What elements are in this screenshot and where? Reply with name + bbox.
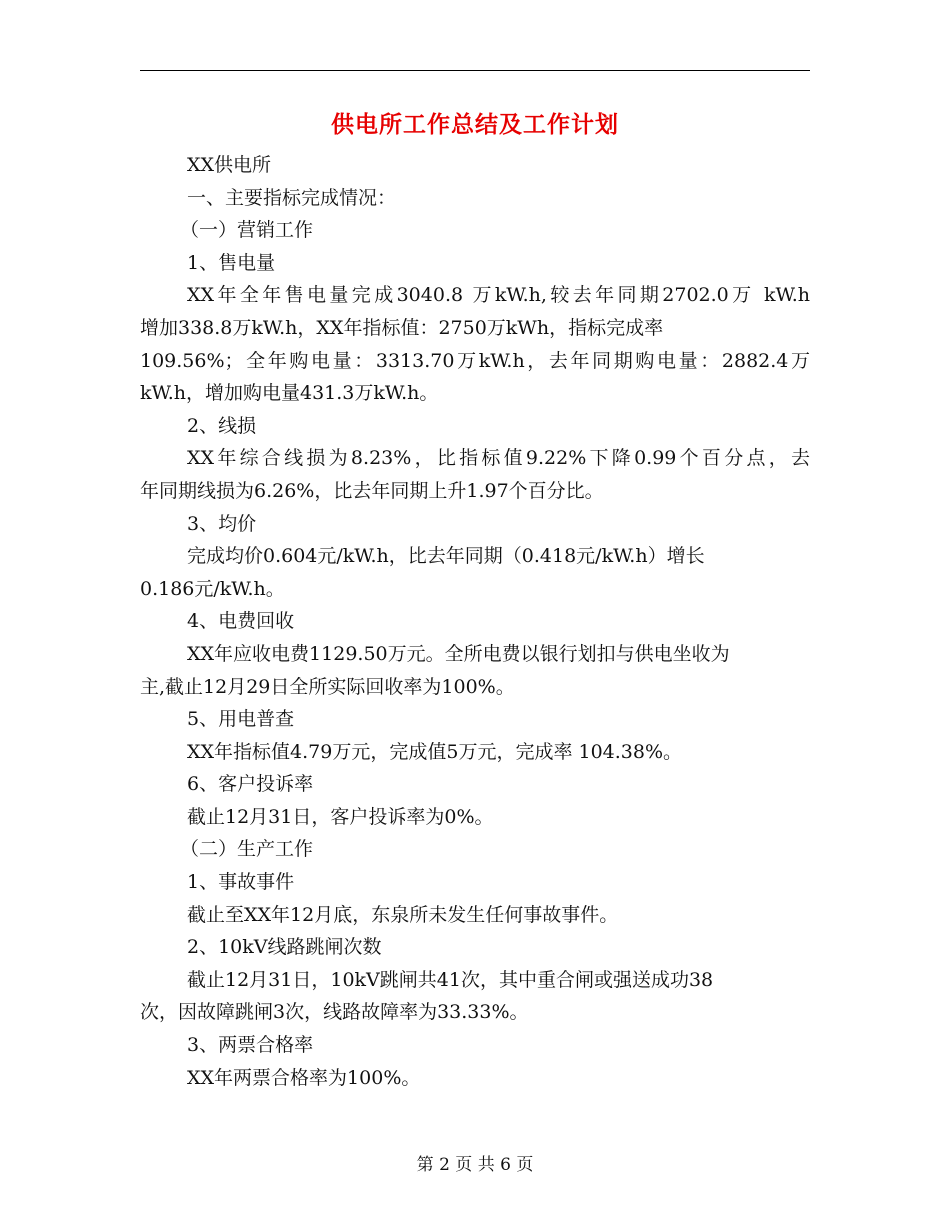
item-heading: 5、用电普查 <box>187 708 295 731</box>
item-heading: 4、电费回收 <box>187 610 295 633</box>
paragraph-line: 109.56%；全年购电量：3313.70万kW.h，去年同期购电量：2882.4万 <box>140 349 810 372</box>
paragraph-line: kW.h，增加购电量431.3万kW.h。 <box>140 382 439 405</box>
item-heading: 2、10kV线路跳闸次数 <box>187 936 382 959</box>
paragraph-line: 截止至XX年12月底，东泉所未发生任何事故事件。 <box>187 903 619 926</box>
paragraph-line: 截止12月31日，10kV跳闸共41次，其中重合闸或强送成功38 <box>187 968 714 991</box>
paragraph-line: 主,截止12月29日全所实际回收率为100%。 <box>140 675 515 698</box>
document-body <box>140 149 810 1094</box>
paragraph-line: XX年应收电费1129.50万元。全所电费以银行划扣与供电坐收为 <box>187 642 730 665</box>
org-name: XX供电所 <box>187 154 272 176</box>
paragraph-line: XX年两票合格率为100%。 <box>187 1066 421 1089</box>
item-heading: 3、均价 <box>187 512 257 535</box>
subsection-heading: （二）生产工作 <box>180 838 314 861</box>
paragraph-line: XX年指标值4.79万元，完成值5万元，完成率 104.38%。 <box>187 740 683 763</box>
header-rule <box>140 70 810 71</box>
item-heading: 3、两票合格率 <box>187 1034 314 1057</box>
paragraph-line: XX年综合线损为8.23%，比指标值9.22%下降0.99个百分点，去 <box>187 447 810 470</box>
subsection-heading: （一）营销工作 <box>180 219 314 242</box>
paragraph-line: 次，因故障跳闸3次，线路故障率为33.33%。 <box>140 1001 529 1024</box>
paragraph-line: XX年全年售电量完成3040.8 万kW.h,较去年同期2702.0万 kW.h <box>187 284 810 307</box>
page-number: 第 2 页 共 6 页 <box>416 1155 534 1175</box>
paragraph-line: 年同期线损为6.26%，比去年同期上升1.97个百分比。 <box>140 479 604 502</box>
paragraph-line: 增加338.8万kW.h，XX年指标值：2750万kWh，指标完成率 <box>140 316 664 339</box>
paragraph-line: 完成均价0.604元/kW.h，比去年同期（0.418元/kW.h）增长 <box>187 545 705 568</box>
item-heading: 6、客户投诉率 <box>187 773 314 796</box>
document-title: 供电所工作总结及工作计划 <box>331 111 619 138</box>
section-heading: 一、主要指标完成情况： <box>187 186 397 209</box>
paragraph-line: 截止12月31日，客户投诉率为0%。 <box>187 805 494 828</box>
item-heading: 2、线损 <box>187 414 257 437</box>
paragraph-line: 0.186元/kW.h。 <box>140 577 285 600</box>
item-heading: 1、事故事件 <box>187 871 295 894</box>
item-heading: 1、售电量 <box>187 251 276 274</box>
